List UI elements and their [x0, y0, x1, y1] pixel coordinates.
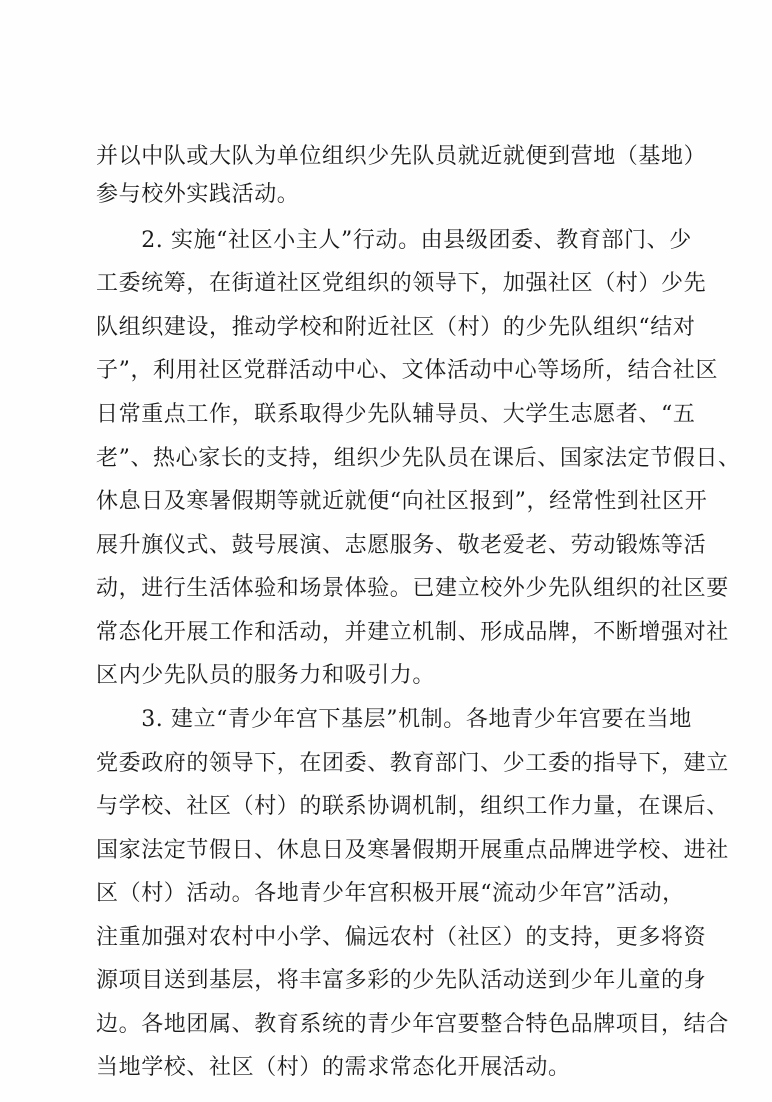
text-line: 并以中队或大队为单位组织少先队员就近就便到营地（基地）: [96, 144, 707, 169]
text-line: 与学校、社区（村）的联系协调机制，组织工作力量，在课后、: [96, 794, 729, 819]
text-line: 常态化开展工作和活动，并建立机制、形成品牌，不断增强对社: [96, 620, 729, 645]
text-line: 国家法定节假日、休息日及寒暑假期开展重点品牌进学校、进社: [96, 838, 729, 863]
text-line: 日常重点工作，联系取得少先队辅导员、大学生志愿者、“五: [96, 402, 696, 427]
text-line: 党委政府的领导下，在团委、教育部门、少工委的指导下，建立: [96, 751, 729, 776]
text-line: 注重加强对农村中小学、偏远农村（社区）的支持，更多将资: [96, 925, 707, 950]
text-line: 展升旗仪式、鼓号展演、志愿服务、敬老爱老、劳动锻炼等活: [96, 533, 707, 558]
text-line: 3. 建立“青少年宫下基层”机制。各地青少年宫要在当地: [96, 707, 692, 732]
text-line: 边。各地团属、教育系统的青少年宫要整合特色品牌项目，结合: [96, 1012, 729, 1037]
text-line: 源项目送到基层，将丰富多彩的少先队活动送到少年儿童的身: [96, 968, 707, 993]
text-line: 子”，利用社区党群活动中心、文体活动中心等场所，结合社区: [96, 358, 719, 383]
text-line: 动，进行生活体验和场景体验。已建立校外少先队组织的社区要: [96, 576, 729, 601]
text-line: 队组织建设，推动学校和附近社区（村）的少先队组织“结对: [96, 315, 696, 340]
text-line: 参与校外实践活动。: [96, 182, 300, 207]
text-line: 休息日及寒暑假期等就近就便“向社区报到”，经常性到社区开: [96, 489, 708, 514]
text-line: 工委统筹，在街道社区党组织的领导下，加强社区（村）少先: [96, 271, 707, 296]
text-line: 2. 实施“社区小主人”行动。由县级团委、教育部门、少: [96, 228, 692, 253]
text-line: 区（村）活动。各地青少年宫积极开展“流动少年宫”活动，: [96, 881, 685, 906]
text-line: 当地学校、社区（村）的需求常态化开展活动。: [96, 1055, 571, 1080]
text-line: 老”、热心家长的支持，组织少先队员在课后、国家法定节假日、: [96, 446, 741, 471]
text-line: 区内少先队员的服务力和吸引力。: [96, 663, 436, 688]
